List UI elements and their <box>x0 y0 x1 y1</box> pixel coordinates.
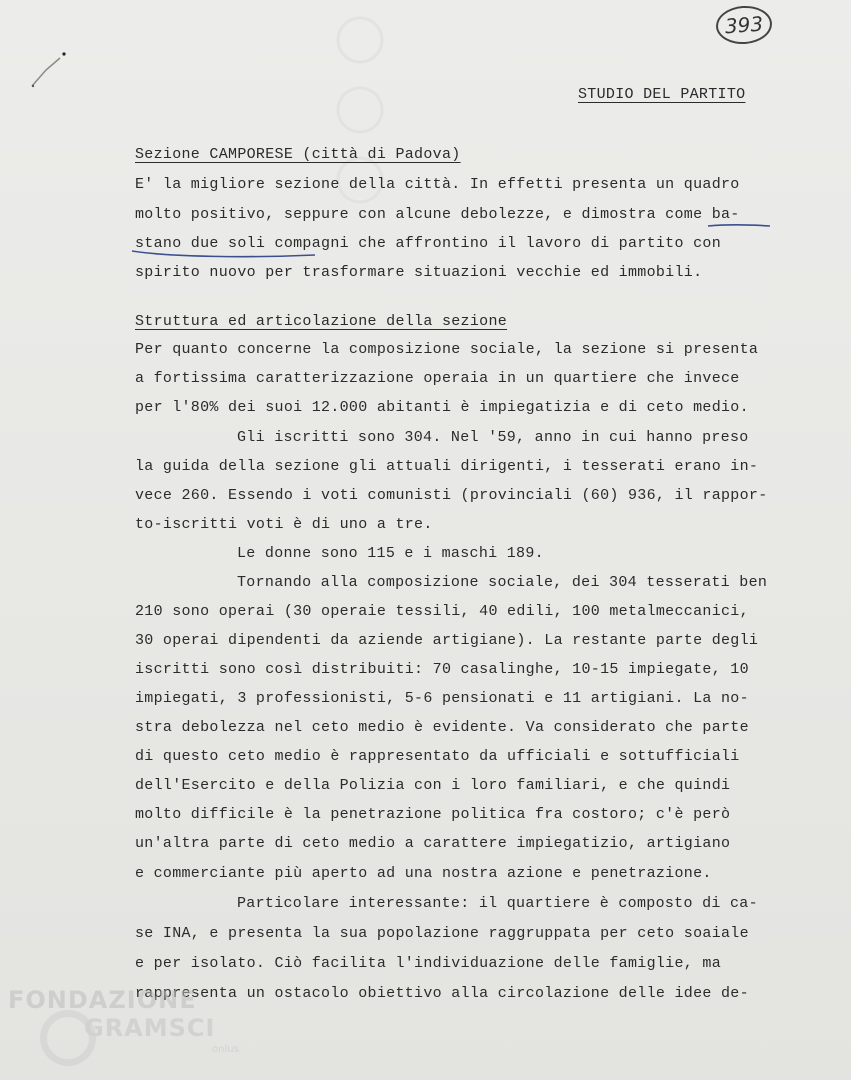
text-line: spirito nuovo per trasformare situazioni vecchie ed immobili. <box>135 264 703 281</box>
page-number-circled: 393 <box>715 4 774 46</box>
text-line: a fortissima caratterizzazione operaia in un quartiere che invece <box>135 370 740 387</box>
text-line: rappresenta un ostacolo obiettivo alla circolazione delle idee de- <box>135 985 749 1002</box>
text-line: 210 sono operai (30 operaie tessili, 40 edili, 100 metalmeccanici, <box>135 603 749 620</box>
section-heading-camporese: Sezione CAMPORESE (città di Padova) <box>135 146 461 163</box>
text-line: impiegati, 3 professionisti, 5-6 pensionati e 11 artigiani. La no- <box>135 690 749 707</box>
text-line: Particolare interessante: il quartiere è composto di ca- <box>237 895 758 912</box>
text-line: di questo ceto medio è rappresentato da ufficiali e sottufficiali <box>135 748 740 765</box>
text-line: molto positivo, seppure con alcune debolezze, e dimostra come ba- <box>135 206 740 223</box>
watermark-line-2: GRAMSCI <box>84 1014 216 1042</box>
document-title: STUDIO DEL PARTITO <box>578 86 746 103</box>
text-line: Gli iscritti sono 304. Nel '59, anno in cui hanno preso <box>237 429 749 446</box>
text-line: e per isolato. Ciò facilita l'individuazione delle famiglie, ma <box>135 955 721 972</box>
text-line: e commerciante più aperto ad una nostra azione e penetrazione. <box>135 865 712 882</box>
text-line: vece 260. Essendo i voti comunisti (provinciali (60) 936, il rappor- <box>135 487 768 504</box>
text-line: un'altra parte di ceto medio a carattere impiegatizio, artigiano <box>135 835 731 852</box>
text-line: E' la migliore sezione della città. In effetti presenta un quadro <box>135 176 740 193</box>
text-line: 30 operai dipendenti da aziende artigiane). La restante parte degli <box>135 632 759 649</box>
text-line: molto difficile è la penetrazione politica fra costoro; c'è però <box>135 806 731 823</box>
text-line: stra debolezza nel ceto medio è evidente. Va considerato che parte <box>135 719 749 736</box>
text-line: stano due soli compagni che affrontino il lavoro di partito con <box>135 235 721 252</box>
fondazione-gramsci-watermark <box>6 986 246 1076</box>
section-heading-struttura: Struttura ed articolazione della sezione <box>135 313 508 330</box>
text-line: se INA, e presenta la sua popolazione raggruppata per ceto soaiale <box>135 925 749 942</box>
watermark-line-3: onlus <box>212 1044 239 1055</box>
text-line: la guida della sezione gli attuali dirigenti, i tesserati erano in- <box>135 458 759 475</box>
text-line: per l'80% dei suoi 12.000 abitanti è impiegatizia e di ceto medio. <box>135 399 749 416</box>
pen-stroke-mark <box>26 48 74 92</box>
text-line: dell'Esercito e della Polizia con i loro familiari, e che quindi <box>135 777 731 794</box>
text-line: Le donne sono 115 e i maschi 189. <box>237 545 544 562</box>
watermark-line-1: FONDAZIONE <box>8 986 197 1014</box>
text-line: Per quanto concerne la composizione sociale, la sezione si presenta <box>135 341 759 358</box>
text-line: Tornando alla composizione sociale, dei 304 tesserati ben <box>237 574 768 591</box>
text-line: iscritti sono così distribuiti: 70 casalinghe, 10-15 impiegate, 10 <box>135 661 749 678</box>
text-line: to-iscritti voti è di uno a tre. <box>135 516 433 533</box>
handwritten-underline-mark <box>130 205 780 265</box>
